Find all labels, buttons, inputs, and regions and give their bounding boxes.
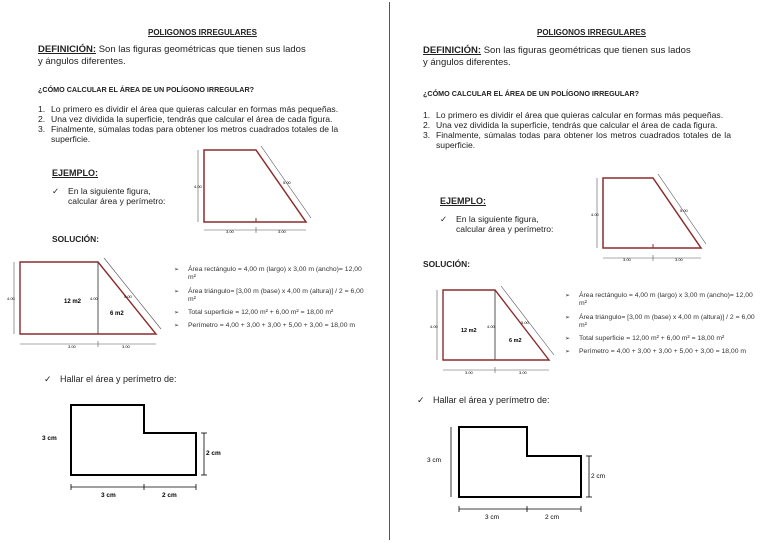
inner-height-label: 4.00 [487,324,495,329]
left-page [0,0,383,543]
height-label: 4.00 [7,296,15,301]
definition [38,44,306,68]
exercise-instruction: ✓ Hallar el área y perímetro de: [417,395,550,405]
diagonal-label: 5.00 [124,294,132,299]
solution-heading: SOLUCIÓN: [423,259,470,269]
base2-label: 3.00 [675,257,683,262]
right-dim-label: 2 cm [206,450,221,457]
steps-list [38,104,368,144]
solution-figure [429,284,559,379]
solution-bullets [174,266,370,336]
arrow-icon: ➢ [565,314,571,321]
triangle-area-label: 6 m2 [110,311,124,317]
page-title: POLIGONOS IRREGULARES [148,28,257,37]
base1-label: 3.00 [68,344,76,349]
definition-text-1: Son las figuras geométricas que tienen sus lados [483,45,691,56]
check-icon: ✓ [52,186,60,196]
arrow-icon: ➢ [174,323,180,330]
steps-list [423,110,731,150]
solution-heading: SOLUCIÓN: [52,234,99,244]
diagonal-label: 5.00 [521,320,529,325]
bullet-item: ➢ Perímetro = 4,00 + 3,00 + 3,00 + 5,00 + 3,00 = 18,00 m [174,322,356,330]
solution-bullets [565,292,755,362]
check-icon: ✓ [44,374,52,384]
step-item: 3. Finalmente, súmalas todas para obtener los metros cuadrados totales de la superficie. [423,130,731,150]
left-dim-label: 3 cm [427,457,442,464]
left-dim-label: 3 cm [42,435,57,442]
base1-label: 3.00 [226,229,234,234]
diagonal-label: 5.00 [283,180,291,185]
triangle-area-label: 6 m2 [509,338,522,344]
check-icon: ✓ [440,214,448,224]
example-instruction: ✓ En la siguiente figura, calcular área y perímetro: [440,214,554,234]
bullet-item: ➢ Perímetro = 4,00 + 3,00 + 3,00 + 5,00 + 3,00 = 18,00 m [565,348,747,356]
step-item: 1. Lo primero es dividir el área que quieras calcular en formas más pequeñas. [38,104,339,114]
example-heading: EJEMPLO: [440,196,487,206]
step-item: 2. Una vez dividida la superficie, tendrás que calcular el área de cada figura. [38,114,333,124]
right-dim-label: 2 cm [591,473,606,480]
base1-label: 3.00 [465,370,473,375]
check-icon: ✓ [417,395,425,405]
solution-figure [6,256,166,356]
bottom2-dim-label: 2 cm [545,514,560,521]
example-instruction: ✓ En la siguiente figura, calcular área y perímetro: [52,186,166,206]
inner-height-label: 4.00 [90,296,98,301]
arrow-icon: ➢ [174,267,180,273]
example-figure [194,142,319,237]
definition-text-2: y ángulos diferentes. [38,56,126,67]
diagonal-label: 5.00 [680,208,688,213]
definition-label: DEFINICIÓN: [38,44,97,55]
bottom1-dim-label: 3 cm [485,514,500,521]
page-title: POLIGONOS IRREGULARES [537,28,646,37]
base1-label: 3.00 [623,257,631,262]
arrow-icon: ➢ [174,288,180,295]
definition [423,45,691,69]
bottom2-dim-label: 2 cm [162,492,177,499]
exercise-figure [36,400,236,505]
example-heading: EJEMPLO: [52,168,99,178]
bottom1-dim-label: 3 cm [101,492,116,499]
bullet-item: ➢ Área triángulo= [3,00 m (base) x 4,00 m (altura)] / 2 = 6,00 m² [174,287,364,303]
question-heading: ¿CÓMO CALCULAR EL ÁREA DE UN POLÍGONO IRREGULAR? [38,85,255,94]
rect-area-label: 12 m2 [461,328,477,334]
bullet-item: ➢ Total superficie = 12,00 m² + 6,00 m² = 18,00 m² [565,335,725,343]
question-heading: ¿CÓMO CALCULAR EL ÁREA DE UN POLÍGONO IRREGULAR? [423,89,640,98]
height-label: 4.00 [194,184,202,189]
step-item: 3. Finalmente, súmalas todas para obtener los metros cuadrados totales de la superficie. [38,124,339,144]
arrow-icon: ➢ [565,293,571,299]
right-page [385,0,768,543]
arrow-icon: ➢ [565,336,571,343]
exercise-figure [423,420,613,525]
base2-label: 3.00 [519,370,527,375]
arrow-icon: ➢ [565,349,571,356]
example-figure [589,170,714,265]
base2-label: 3.00 [122,344,130,349]
base2-label: 3.00 [278,229,286,234]
bullet-item: ➢ Área rectángulo = 4,00 m (largo) x 3,00 m (ancho)= 12,00 m² [174,266,362,282]
bullet-item: ➢ Área rectángulo = 4,00 m (largo) x 3,00 m (ancho)= 12,00 m² [565,292,753,308]
arrow-icon: ➢ [174,310,180,317]
exercise-instruction: ✓ Hallar el área y perímetro de: [44,374,177,384]
height-label: 4.00 [430,324,438,329]
definition-text-2: y ángulos diferentes. [423,57,511,68]
rect-area-label: 12 m2 [64,299,82,305]
definition-text-1: Son las figuras geométricas que tienen sus lados [98,44,306,55]
bullet-item: ➢ Total superficie = 12,00 m² + 6,00 m² = 18,00 m² [174,309,334,317]
step-item: 2. Una vez dividida la superficie, tendrás que calcular el área de cada figura. [423,120,718,130]
step-item: 1. Lo primero es dividir el área que quieras calcular en formas más pequeñas. [423,110,724,120]
bullet-item: ➢ Área triángulo= [3,00 m (base) x 4,00 m (altura)] / 2 = 6,00 m² [565,313,755,329]
definition-label: DEFINICIÓN: [423,45,482,56]
height-label: 4.00 [591,212,599,217]
